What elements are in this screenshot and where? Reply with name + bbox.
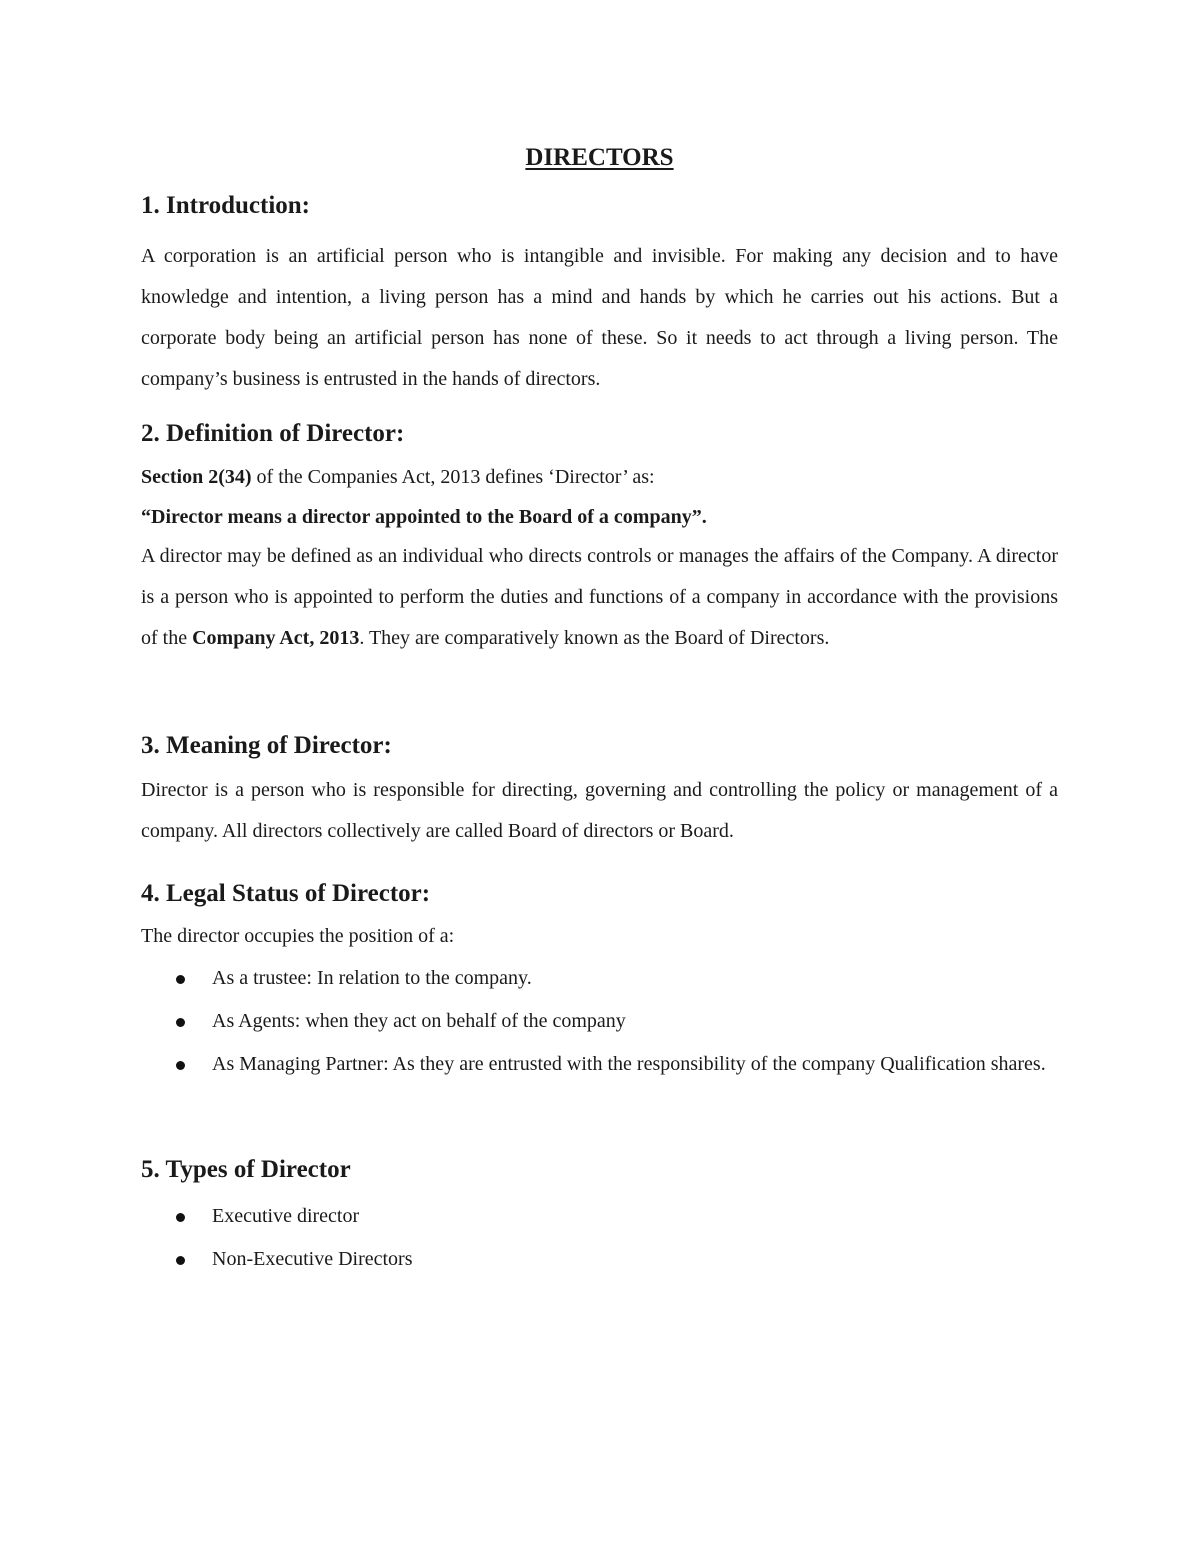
bullet-icon	[176, 1213, 185, 1222]
section-paragraph: A corporation is an artificial person who is intangible and invisible. For making any decision and to have knowledge and intention, a living person has a mind and hands by which he carries out his actions. But a corporate body being an artificial person has none of these. So it needs to act through a living person. The company’s business is entrusted in the hands of directors.	[141, 245, 1058, 390]
list-item: As Agents: when they act on behalf of the company	[141, 1001, 1058, 1042]
bullet-icon	[176, 1061, 185, 1070]
bullet-icon	[176, 1018, 185, 1027]
section-reference: Section 2(34) of the Companies Act, 2013 defines ‘Director’ as:	[141, 466, 655, 488]
legal-status-list	[141, 958, 1058, 1085]
document-title: DIRECTORS	[525, 144, 674, 171]
list-item: As Managing Partner: As they are entrusted with the responsibility of the company Qualification shares.	[141, 1044, 1058, 1085]
types-list	[141, 1196, 1058, 1280]
bullet-icon	[176, 1256, 185, 1265]
section-heading: 1. Introduction:	[141, 192, 311, 219]
section-heading: 5. Types of Director	[141, 1156, 351, 1183]
section-types	[141, 1152, 1058, 1280]
section-paragraph: A director may be defined as an individual who directs controls or manages the affairs of the Company. A director is a person who is appointed to perform the duties and functions of a company in accordance with the provisions of the Company Act, 2013. They are comparatively known as the Board of Directors.	[141, 545, 1058, 649]
list-item: Executive director	[141, 1196, 1058, 1237]
section-heading: 4. Legal Status of Director:	[141, 880, 431, 907]
bullet-icon	[176, 975, 185, 984]
definition-quote: “Director means a director appointed to the Board of a company”.	[141, 506, 707, 528]
section-heading: 3. Meaning of Director:	[141, 732, 392, 759]
section-legal-status	[141, 876, 1058, 1085]
list-item: Non-Executive Directors	[141, 1239, 1058, 1280]
section-introduction	[141, 188, 1058, 400]
section-heading: 2. Definition of Director:	[141, 420, 405, 447]
section-intro: The director occupies the position of a:	[141, 925, 455, 947]
section-paragraph: Director is a person who is responsible for directing, governing and controlling the policy or management of a company. All directors collectively are called Board of directors or Board.	[141, 779, 1058, 842]
list-item: As a trustee: In relation to the company.	[141, 958, 1058, 999]
section-meaning	[141, 728, 1058, 852]
section-definition	[141, 416, 1058, 659]
